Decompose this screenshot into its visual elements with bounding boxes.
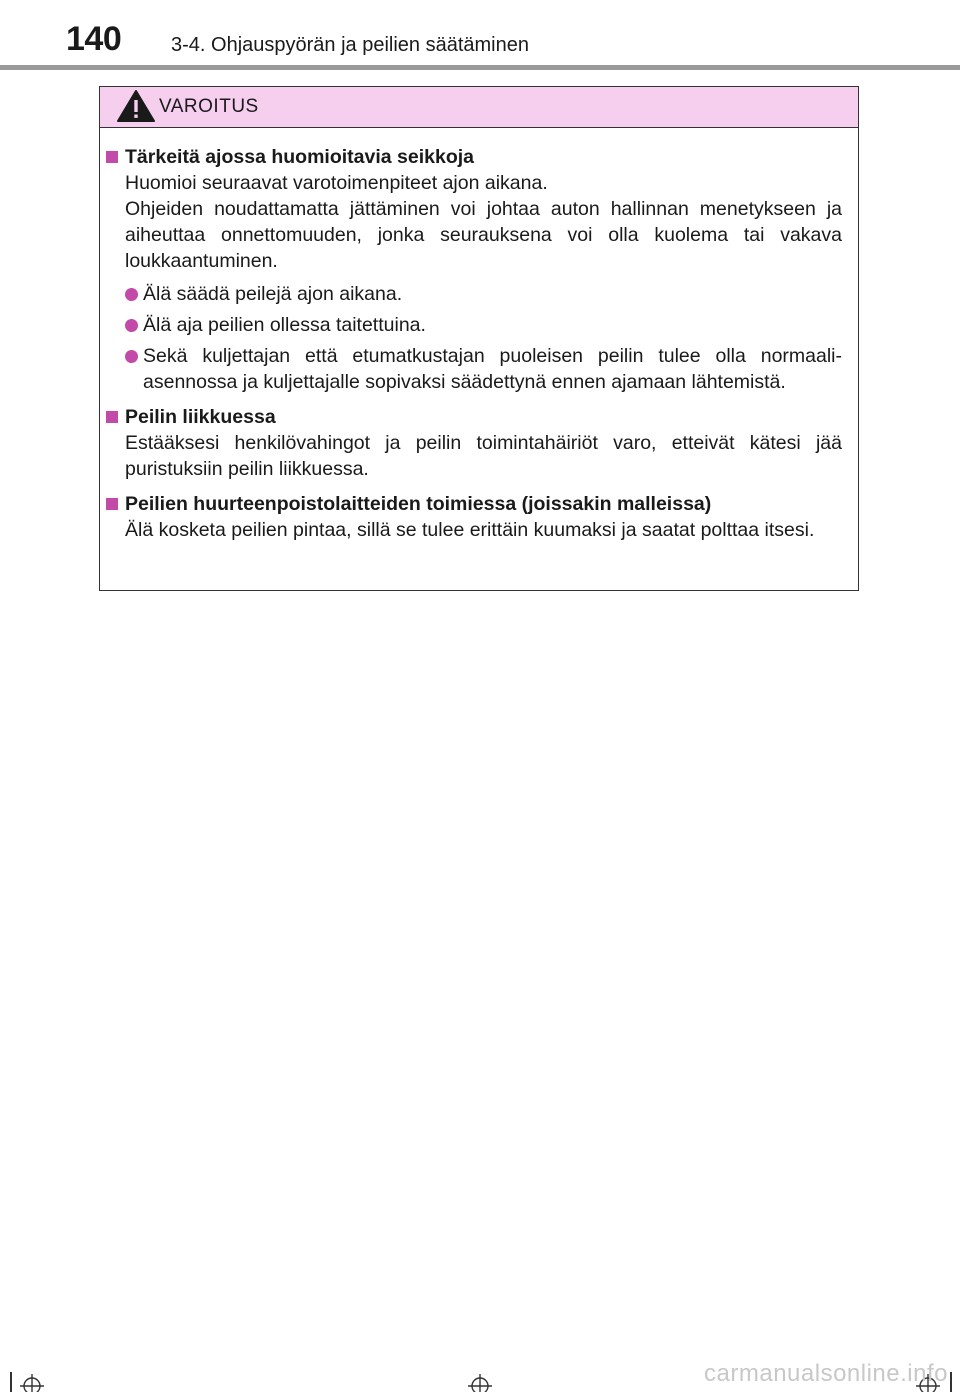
warning-section: [106, 404, 842, 482]
bullet-item: [125, 343, 842, 395]
paragraph: Huomioi seuraavat varotoimenpiteet ajon aikana.: [125, 172, 548, 194]
section-heading-text: Tärkeitä ajossa huomioitavia seikkoja: [125, 146, 474, 168]
bullet-list: [106, 281, 842, 395]
registration-mark-icon: [468, 1374, 492, 1392]
section-heading: [106, 144, 842, 170]
warning-body: [100, 128, 858, 543]
bullet-item: [125, 281, 842, 307]
paragraph: Ohjeiden noudattamatta jättäminen voi johtaa auton hallinnan menetykseen ja aiheuttaa onnettomuuden, jonka seurauksena voi olla kuolema tai vakava loukkaantuminen.: [125, 198, 842, 272]
page-header: [0, 0, 960, 70]
section-title: 3-4. Ohjauspyörän ja peilien säätäminen: [171, 34, 529, 56]
crop-mark: [10, 1372, 12, 1392]
square-bullet-icon: [106, 411, 118, 423]
bullet-item: [125, 312, 842, 338]
warning-section: [106, 491, 842, 543]
crop-mark: [950, 1372, 952, 1392]
warning-header: [100, 87, 858, 128]
section-paragraphs: [125, 517, 842, 543]
section-paragraphs: [125, 170, 842, 274]
warning-triangle-icon: [116, 89, 156, 123]
bullet-text: Älä säädä peilejä ajon aikana.: [143, 283, 403, 305]
section-heading-text: Peilin liikkuessa: [125, 406, 276, 428]
watermark: carmanualsonline.info: [704, 1360, 948, 1387]
warning-box: [99, 86, 859, 591]
paragraph: Estääksesi henkilövahingot ja peilin toimintahäiriöt varo, etteivät kätesi jää puristuksiin peilin liikkuessa.: [125, 432, 842, 480]
square-bullet-icon: [106, 151, 118, 163]
warning-section: [106, 144, 842, 395]
circle-bullet-icon: [125, 288, 138, 301]
section-heading: [106, 404, 842, 430]
page-number: 140: [66, 20, 122, 58]
bullet-text: Sekä kuljettajan että etumatkustajan puoleisen peilin tulee olla normaali-asennossa ja kuljettajalle sopivaksi säädettynä ennen ajamaan lähtemistä.: [143, 345, 842, 393]
header-rule: [0, 65, 960, 70]
registration-mark-icon: [20, 1374, 44, 1392]
section-paragraphs: [125, 430, 842, 482]
bullet-text: Älä aja peilien ollessa taitettuina.: [143, 314, 426, 336]
section-heading-text: Peilien huurteenpoistolaitteiden toimiessa (joissakin malleissa): [125, 493, 712, 515]
circle-bullet-icon: [125, 319, 138, 332]
circle-bullet-icon: [125, 350, 138, 363]
square-bullet-icon: [106, 498, 118, 510]
section-heading: [106, 491, 842, 517]
warning-label: VAROITUS: [159, 96, 259, 117]
paragraph: Älä kosketa peilien pintaa, sillä se tulee erittäin kuumaksi ja saatat polttaa itsesi.: [125, 519, 815, 541]
